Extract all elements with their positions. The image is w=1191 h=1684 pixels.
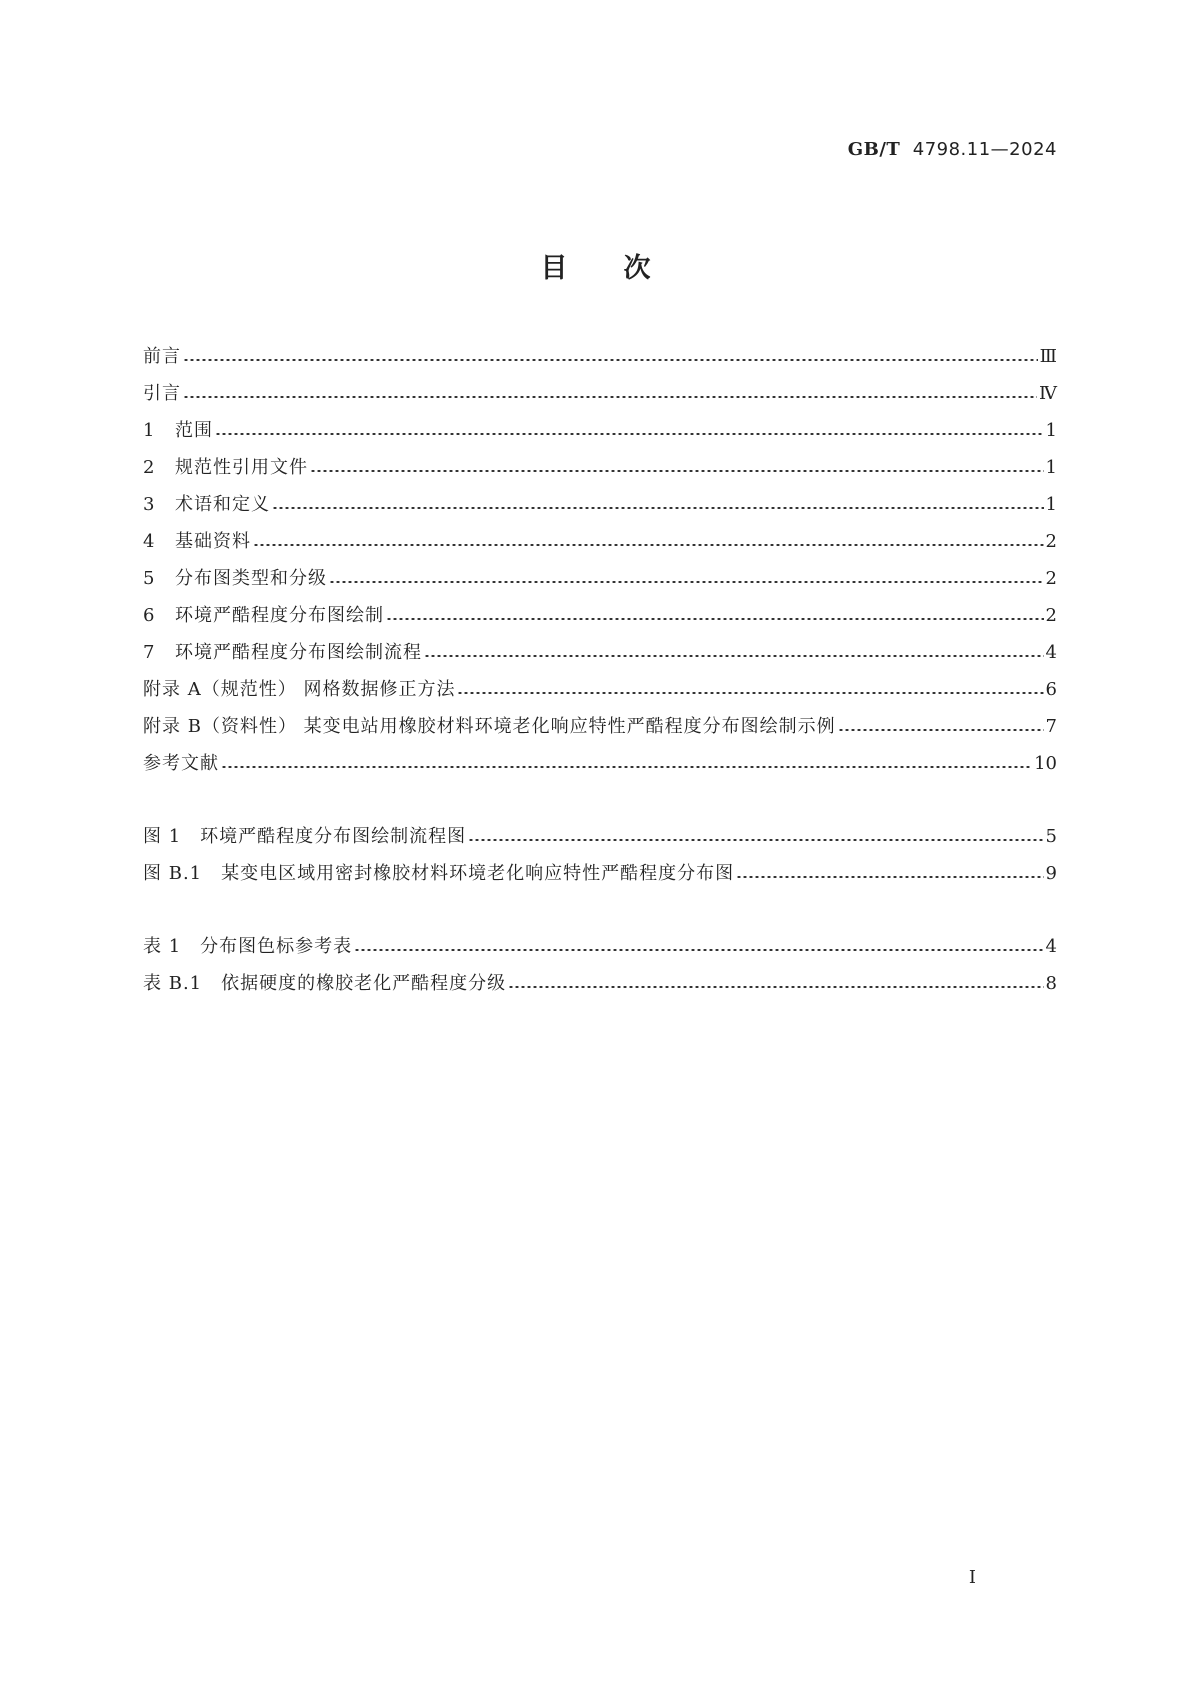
standard-prefix: GB/T [847, 139, 901, 160]
dot-leader [354, 949, 1043, 951]
toc-entry-figure-b1[interactable] [143, 855, 1057, 892]
toc-entry-annex-b[interactable] [143, 708, 1057, 745]
toc-entry-figure-1[interactable] [143, 818, 1057, 855]
section-spacer [143, 892, 1057, 928]
toc-entry-normative-references[interactable] [143, 449, 1057, 486]
dot-leader [508, 986, 1043, 988]
dot-leader [386, 618, 1044, 620]
dot-leader [468, 839, 1043, 841]
toc-page-number: 2 [1045, 568, 1057, 589]
toc-entry-introduction[interactable] [143, 375, 1057, 412]
toc-entry-bibliography[interactable] [143, 745, 1057, 782]
dot-leader [253, 544, 1044, 546]
toc-page-number: 4 [1045, 936, 1057, 957]
toc-section-number: 3 [143, 494, 155, 515]
toc-entry-table-b1[interactable] [143, 965, 1057, 1002]
toc-entry-text: 图 B.1 某变电区域用密封橡胶材料环境老化响应特性严酷程度分布图 [143, 863, 735, 884]
toc-entry-terms[interactable] [143, 486, 1057, 523]
toc-entry-annex-a[interactable] [143, 671, 1057, 708]
toc-entry-map-drawing[interactable] [143, 597, 1057, 634]
toc-title: 目次 [540, 253, 707, 284]
toc-entry-text: 引言 [143, 383, 181, 404]
table-of-contents [143, 338, 1057, 1002]
toc-section-number: 2 [143, 457, 155, 478]
toc-page-number: 5 [1045, 826, 1057, 847]
dot-leader [183, 359, 1038, 361]
toc-entry-text: 分布图类型和分级 [175, 568, 327, 589]
toc-page-number: 4 [1045, 642, 1057, 663]
toc-page-number: 8 [1045, 973, 1057, 994]
toc-entry-text: 环境严酷程度分布图绘制 [175, 605, 384, 626]
toc-entry-text: 范围 [175, 420, 213, 441]
dot-leader [183, 396, 1037, 398]
toc-page-number: 10 [1034, 753, 1057, 774]
toc-entry-table-1[interactable] [143, 928, 1057, 965]
dot-leader [329, 581, 1044, 583]
toc-page-number: 6 [1045, 679, 1057, 700]
toc-page-number: Ⅲ [1039, 346, 1057, 367]
toc-section-number: 7 [143, 642, 155, 663]
toc-section-number: 6 [143, 605, 155, 626]
toc-entry-text: 规范性引用文件 [175, 457, 308, 478]
dot-leader [221, 766, 1032, 768]
toc-entry-text: 环境严酷程度分布图绘制流程 [175, 642, 422, 663]
toc-entry-text: 前言 [143, 346, 181, 367]
standard-number: 4798.11—2024 [912, 139, 1057, 160]
toc-page-number: 1 [1045, 420, 1057, 441]
toc-entry-scope[interactable] [143, 412, 1057, 449]
toc-entry-text: 图 1 环境严酷程度分布图绘制流程图 [143, 826, 467, 847]
dot-leader [272, 507, 1044, 509]
toc-entry-foreword[interactable] [143, 338, 1057, 375]
toc-section-number: 1 [143, 420, 155, 441]
page-number-footer: Ⅰ [968, 1567, 976, 1588]
dot-leader [215, 433, 1044, 435]
toc-entry-text: 附录 B（资料性） 某变电站用橡胶材料环境老化响应特性严酷程度分布图绘制示例 [143, 716, 836, 737]
toc-entry-basic-data[interactable] [143, 523, 1057, 560]
toc-entry-drawing-process[interactable] [143, 634, 1057, 671]
toc-page-number: 7 [1045, 716, 1057, 737]
dot-leader [310, 470, 1044, 472]
toc-entry-map-types[interactable] [143, 560, 1057, 597]
toc-page-number: 2 [1045, 531, 1057, 552]
toc-entry-text: 基础资料 [175, 531, 251, 552]
toc-entry-text: 参考文献 [143, 753, 219, 774]
dot-leader [424, 655, 1044, 657]
dot-leader [457, 692, 1043, 694]
toc-entry-text: 附录 A（规范性） 网格数据修正方法 [143, 679, 456, 700]
section-spacer [143, 782, 1057, 818]
standard-code [848, 139, 1057, 160]
toc-section-number: 5 [143, 568, 155, 589]
toc-page-number: 2 [1045, 605, 1057, 626]
toc-page-number: 1 [1045, 494, 1057, 515]
dot-leader [838, 729, 1044, 731]
toc-entry-text: 术语和定义 [175, 494, 270, 515]
toc-section-number: 4 [143, 531, 155, 552]
toc-entry-text: 表 1 分布图色标参考表 [143, 936, 353, 957]
toc-entry-text: 表 B.1 依据硬度的橡胶老化严酷程度分级 [143, 973, 507, 994]
toc-page-number: Ⅳ [1039, 383, 1057, 404]
toc-page-number: 9 [1045, 863, 1057, 884]
dot-leader [736, 876, 1043, 878]
toc-page-number: 1 [1045, 457, 1057, 478]
